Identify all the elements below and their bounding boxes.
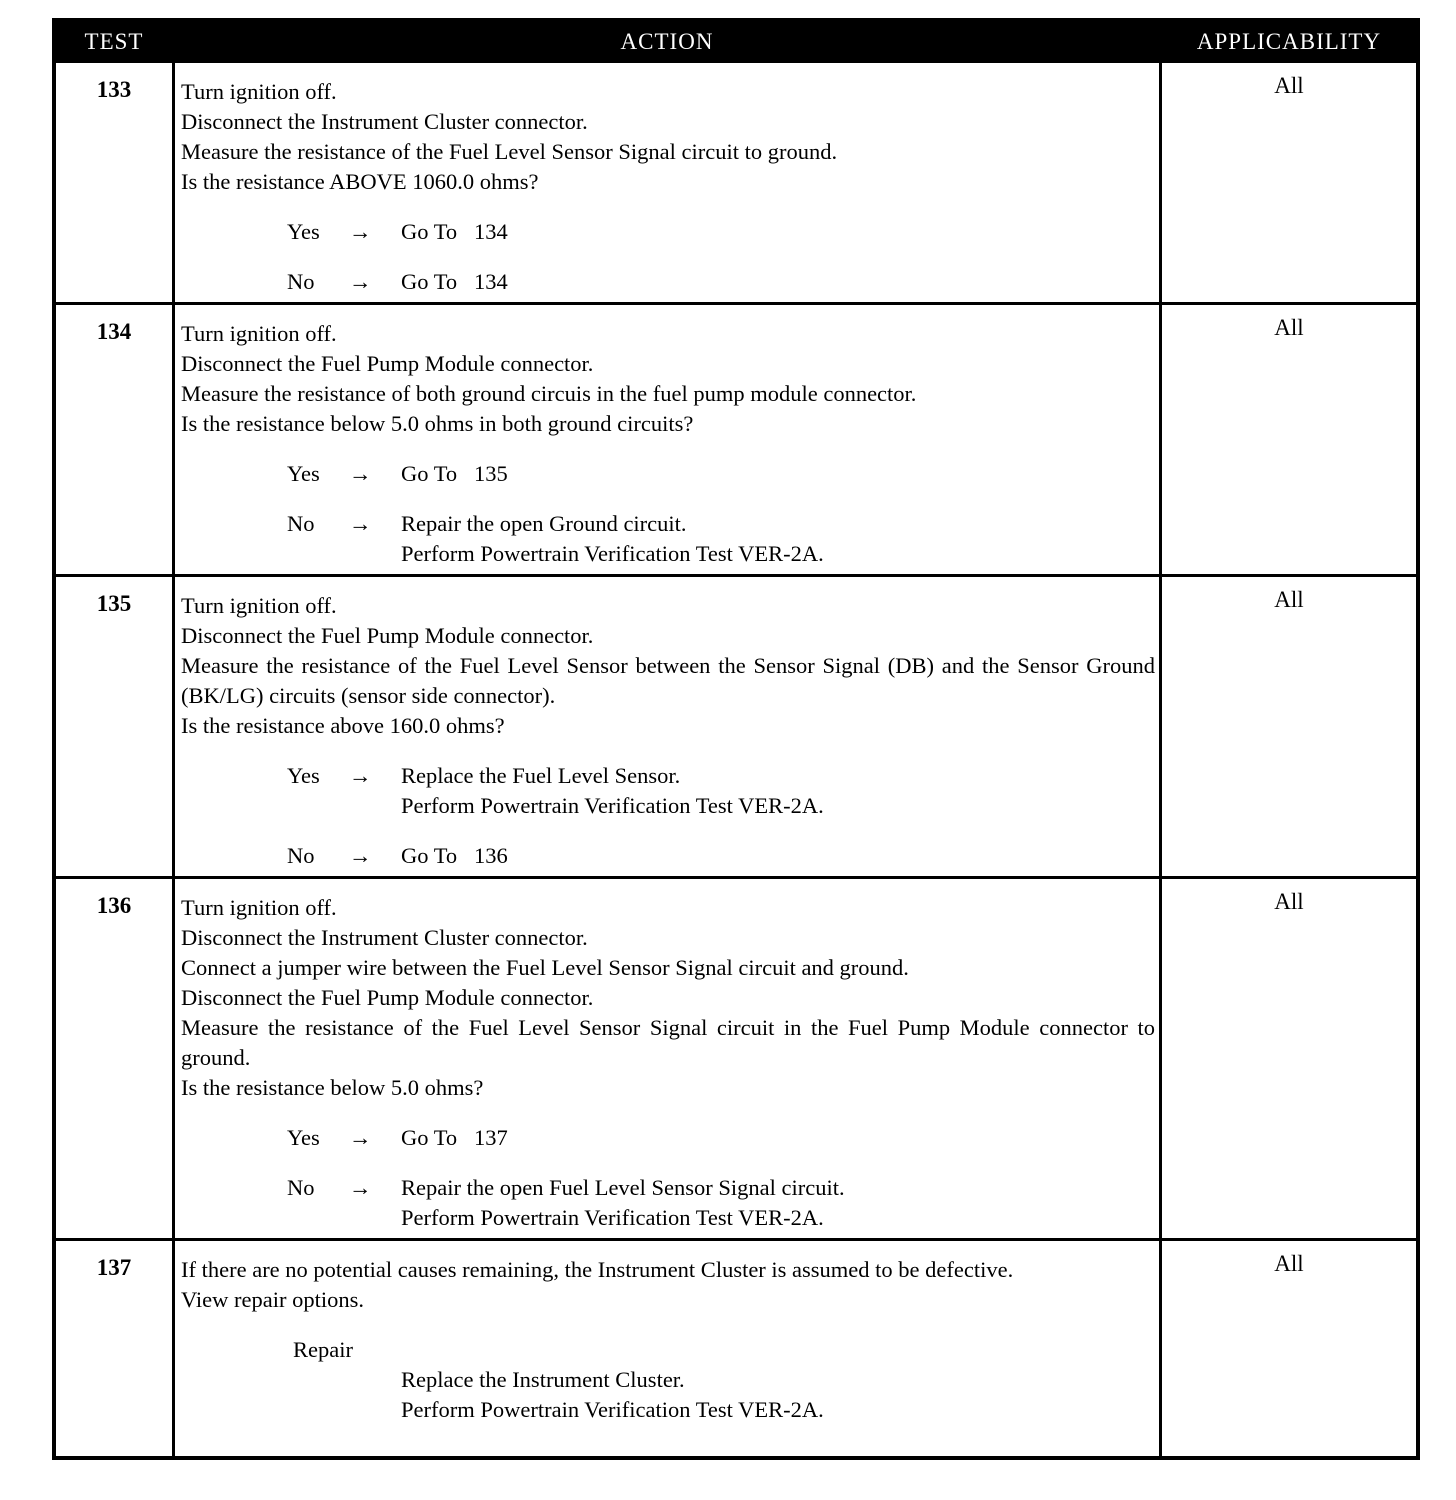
- step: Is the resistance ABOVE 1060.0 ohms?: [181, 169, 539, 194]
- no-label: No: [287, 269, 315, 294]
- step: Disconnect the Fuel Pump Module connector.: [181, 351, 594, 376]
- test-number: 135: [96, 591, 132, 616]
- applicability-cell: All: [1274, 73, 1304, 98]
- table-row-137: [56, 1238, 1416, 1456]
- test-number: 136: [96, 893, 132, 918]
- test-number: 133: [96, 77, 132, 102]
- yes-result: Go To 137: [401, 1125, 508, 1150]
- step: Measure the resistance of both ground circuis in the fuel pump module connector.: [181, 381, 917, 406]
- repair-label: Repair: [293, 1337, 353, 1362]
- no-label: No: [287, 511, 315, 536]
- step: Disconnect the Instrument Cluster connector.: [181, 109, 588, 134]
- yes-label: Yes: [287, 1125, 320, 1150]
- yes-result: Replace the Fuel Level Sensor.: [401, 763, 681, 788]
- step: Disconnect the Fuel Pump Module connector.: [181, 985, 594, 1010]
- step: Measure the resistance of the Fuel Level Sensor between the Sensor Signal (DB) and the Sensor Ground (BK/LG) circuits (sensor side connector).: [181, 653, 1155, 708]
- no-branch: [181, 841, 1159, 871]
- no-branch: [181, 267, 1159, 297]
- table-header: [56, 22, 1416, 60]
- step: Turn ignition off.: [181, 321, 337, 346]
- applicability-cell: All: [1274, 889, 1304, 914]
- no-branch: [181, 509, 1159, 569]
- action-cell: [172, 63, 1162, 302]
- action-cell: [172, 1241, 1162, 1456]
- step: Measure the resistance of the Fuel Level Sensor Signal circuit in the Fuel Pump Module connector to ground.: [181, 1015, 1155, 1070]
- no-result: Repair the open Fuel Level Sensor Signal circuit.: [401, 1175, 845, 1200]
- no-label: No: [287, 1175, 315, 1200]
- step: Disconnect the Fuel Pump Module connector.: [181, 623, 594, 648]
- step: If there are no potential causes remaining, the Instrument Cluster is assumed to be defective.: [181, 1257, 1014, 1282]
- step: Turn ignition off.: [181, 79, 337, 104]
- table-row-133: [56, 60, 1416, 302]
- arrow-icon: →: [349, 219, 372, 244]
- no-result: Go To 134: [401, 269, 508, 294]
- step: Is the resistance below 5.0 ohms in both ground circuits?: [181, 411, 694, 436]
- step: Is the resistance above 160.0 ohms?: [181, 713, 505, 738]
- header-action: ACTION: [620, 29, 714, 54]
- step: View repair options.: [181, 1287, 364, 1312]
- diagnostic-test-table: [52, 18, 1420, 1460]
- yes-branch: [181, 459, 1159, 489]
- yes-label: Yes: [287, 461, 320, 486]
- applicability-cell: All: [1274, 315, 1304, 340]
- action-cell: [172, 305, 1162, 574]
- arrow-icon: →: [349, 1175, 372, 1200]
- no-result: Go To 136: [401, 843, 508, 868]
- step: Turn ignition off.: [181, 593, 337, 618]
- step: Is the resistance below 5.0 ohms?: [181, 1075, 484, 1100]
- no-result: Perform Powertrain Verification Test VER-2A.: [401, 1205, 824, 1230]
- step: Connect a jumper wire between the Fuel Level Sensor Signal circuit and ground.: [181, 955, 909, 980]
- no-result: Repair the open Ground circuit.: [401, 511, 687, 536]
- yes-label: Yes: [287, 219, 320, 244]
- test-number: 134: [96, 319, 132, 344]
- yes-branch: [181, 761, 1159, 821]
- repair-result: Perform Powertrain Verification Test VER-2A.: [401, 1397, 824, 1422]
- test-number: 137: [96, 1255, 132, 1280]
- no-result: Perform Powertrain Verification Test VER-2A.: [401, 541, 824, 566]
- yes-result: Perform Powertrain Verification Test VER-2A.: [401, 793, 824, 818]
- header-applicability: APPLICABILITY: [1196, 29, 1382, 54]
- arrow-icon: →: [349, 511, 372, 536]
- arrow-icon: →: [349, 461, 372, 486]
- repair-result: Replace the Instrument Cluster.: [401, 1367, 685, 1392]
- table-row-136: [56, 876, 1416, 1238]
- header-test: TEST: [84, 29, 144, 54]
- yes-result: Go To 134: [401, 219, 508, 244]
- yes-branch: [181, 1123, 1159, 1153]
- step: Measure the resistance of the Fuel Level Sensor Signal circuit to ground.: [181, 139, 838, 164]
- yes-label: Yes: [287, 763, 320, 788]
- arrow-icon: →: [349, 843, 372, 868]
- applicability-cell: All: [1274, 1251, 1304, 1276]
- no-branch: [181, 1173, 1159, 1233]
- arrow-icon: →: [349, 269, 372, 294]
- table-row-135: [56, 574, 1416, 876]
- step: Disconnect the Instrument Cluster connector.: [181, 925, 588, 950]
- table-row-134: [56, 302, 1416, 574]
- step: Turn ignition off.: [181, 895, 337, 920]
- no-label: No: [287, 843, 315, 868]
- action-cell: [172, 879, 1162, 1238]
- arrow-icon: →: [349, 763, 372, 788]
- applicability-cell: All: [1274, 587, 1304, 612]
- yes-branch: [181, 217, 1159, 247]
- yes-result: Go To 135: [401, 461, 508, 486]
- arrow-icon: →: [349, 1125, 372, 1150]
- action-cell: [172, 577, 1162, 876]
